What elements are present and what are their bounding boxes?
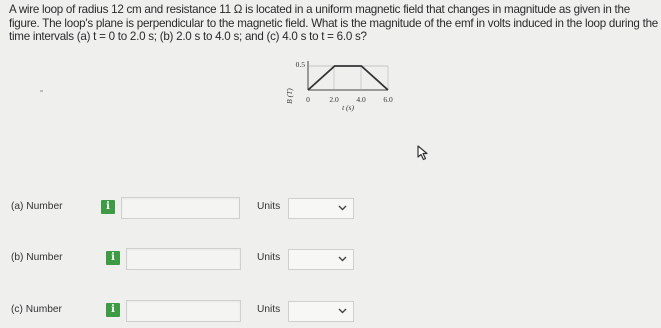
x-tick-4: 4.0 (356, 95, 366, 104)
stray-mark (40, 90, 43, 92)
field-line (308, 66, 388, 90)
mouse-cursor-icon (416, 145, 430, 161)
info-icon[interactable]: i (101, 200, 115, 214)
number-input-b[interactable] (126, 248, 241, 270)
units-select-a[interactable] (288, 198, 354, 219)
part-b-label: (b) Number (11, 252, 63, 263)
x-tick-6: 6.0 (383, 95, 393, 104)
y-axis-label: B (T) (285, 88, 294, 104)
answer-row-b (0, 247, 661, 273)
question-text: A wire loop of radius 12 cm and resistance 11 Ω is located in a uniform magnetic field that changes in magnitude as given in the figure. The loop's plane is perpendicular to the magnetic field. What is the magnitude of the emf in volts induced in the loop during the time intervals (a) t = 0 to 2.0 s; (b) 2.0 s to 4.0 s; and (c) 4.0 s to t = 6.0 s? (9, 3, 658, 44)
number-input-c[interactable] (126, 300, 241, 322)
x-tick-2: 2.0 (329, 95, 339, 104)
number-input-a[interactable] (121, 197, 240, 219)
units-label-b: Units (257, 252, 281, 263)
answer-row-c (0, 299, 661, 325)
x-axis-label: t (s) (342, 103, 354, 112)
chevron-down-icon (338, 308, 347, 314)
chevron-down-icon (338, 256, 347, 262)
units-select-c[interactable] (288, 301, 354, 322)
answer-row-a (0, 196, 661, 222)
info-icon[interactable]: i (106, 251, 120, 265)
units-label-c: Units (257, 304, 281, 315)
chevron-down-icon (338, 205, 347, 211)
info-icon[interactable]: i (106, 303, 120, 317)
x-tick-0: 0 (306, 95, 310, 104)
y-tick-label: 0.5 (295, 60, 305, 69)
magnetic-field-graph (282, 58, 412, 130)
units-label-a: Units (257, 201, 281, 212)
part-a-label: (a) Number (11, 201, 63, 212)
units-select-b[interactable] (288, 249, 354, 270)
part-c-label: (c) Number (11, 304, 62, 315)
